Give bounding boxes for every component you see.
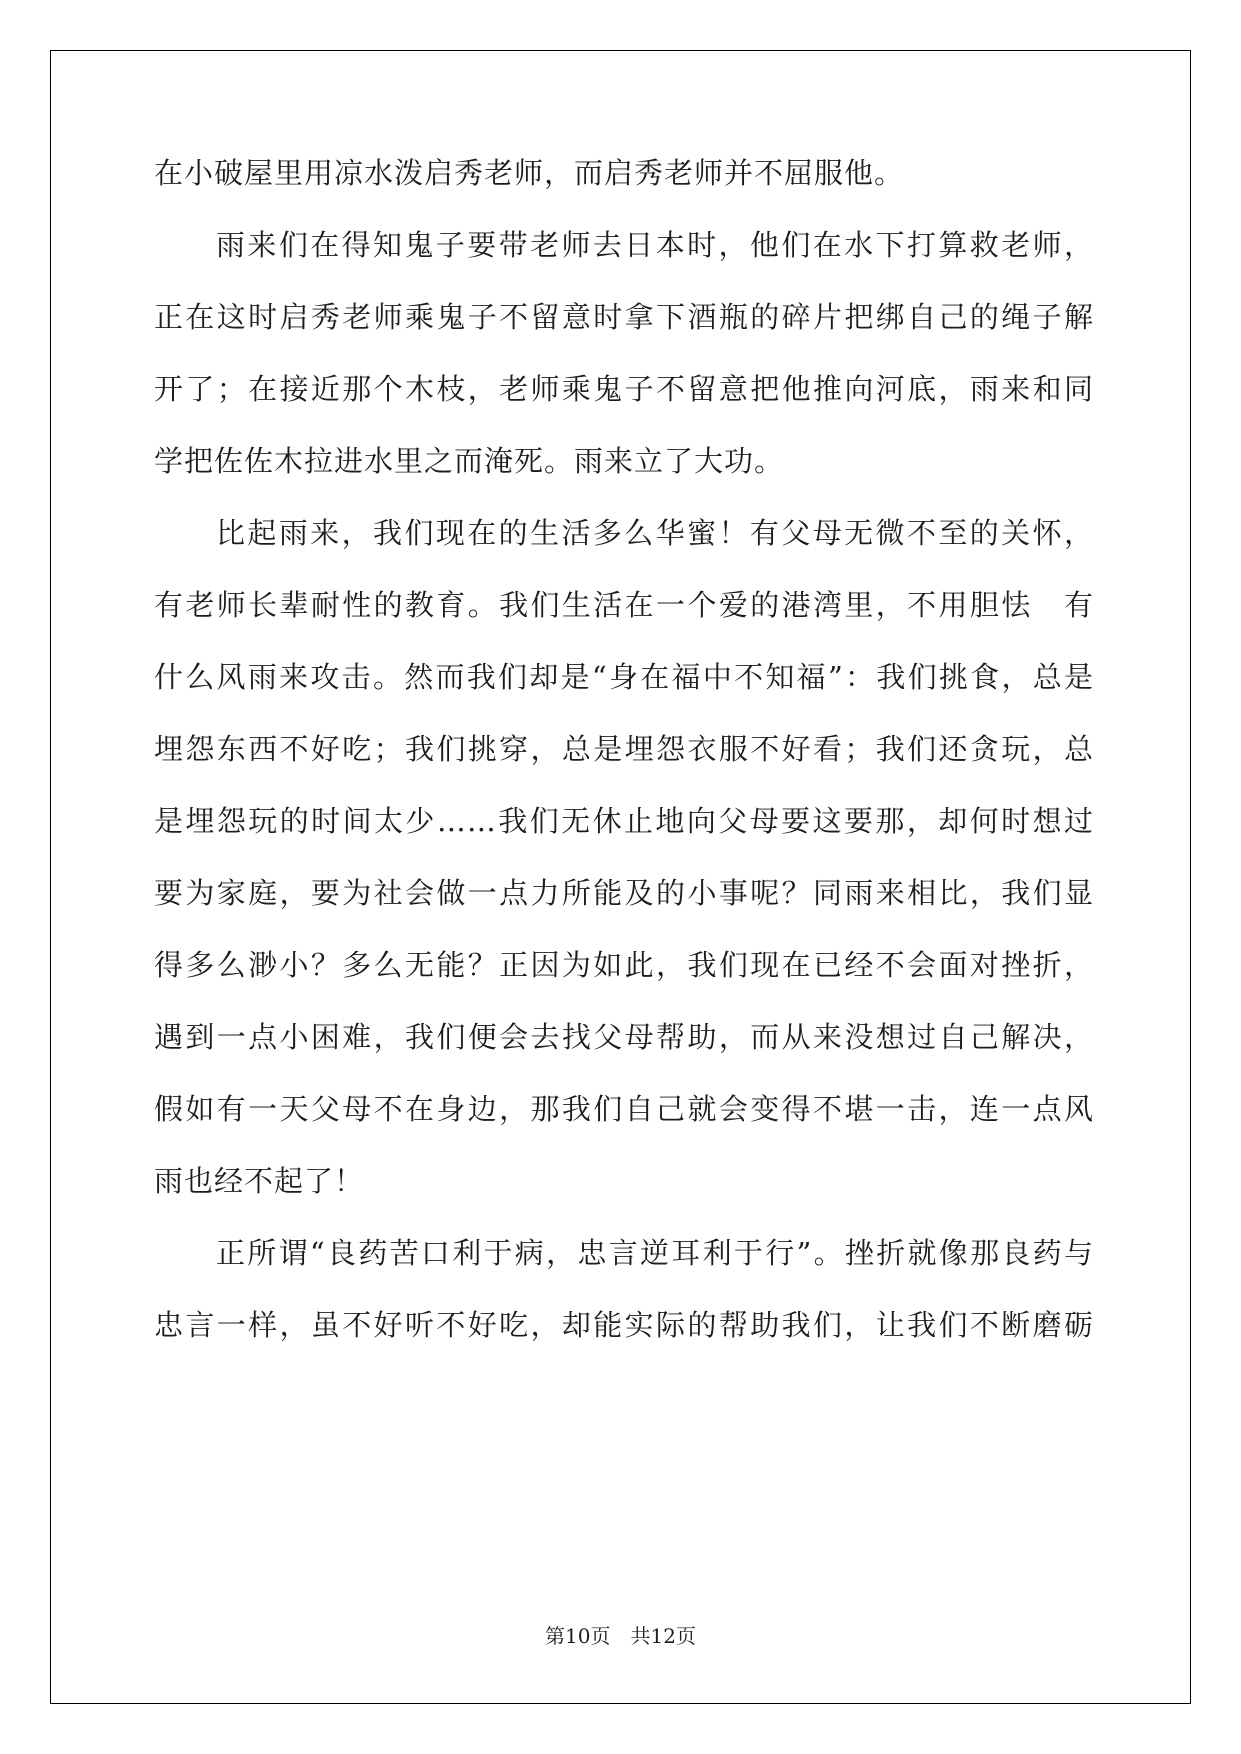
- text-line: 正在这时启秀老师乘鬼子不留意时拿下酒瓶的碎片把绑自己的绳子解: [154, 300, 1094, 334]
- text-line: 要为家庭，要为社会做一点力所能及的小事呢？同雨来相比，我们显: [154, 876, 1094, 910]
- text-line: 埋怨东西不好吃；我们挑穿，总是埋怨衣服不好看；我们还贪玩，总: [154, 732, 1094, 766]
- text-line: 雨来们在得知鬼子要带老师去日本时，他们在水下打算救老师，: [216, 228, 1094, 262]
- text-line: 是埋怨玩的时间太少……我们无休止地向父母要这要那，却何时想过: [154, 804, 1094, 838]
- text-line: 忠言一样，虽不好听不好吃，却能实际的帮助我们，让我们不断磨砺: [154, 1308, 1094, 1342]
- text-line: 开了；在接近那个木枝，老师乘鬼子不留意把他推向河底，雨来和同: [154, 372, 1094, 406]
- page-number-footer: 第10页 共12页: [545, 1624, 696, 1648]
- text-line: 在小破屋里用凉水泼启秀老师，而启秀老师并不屈服他。: [154, 156, 905, 190]
- text-line: 正所谓“良药苦口利于病，忠言逆耳利于行”。挫折就像那良药与: [216, 1236, 1094, 1270]
- text-line: 有老师长辈耐性的教育。我们生活在一个爱的港湾里，不用胆怯 有: [154, 588, 1094, 622]
- text-line: 雨也经不起了！: [154, 1164, 365, 1198]
- text-line: 遇到一点小困难，我们便会去找父母帮助，而从来没想过自己解决，: [154, 1020, 1094, 1054]
- text-line: 得多么渺小？多么无能？正因为如此，我们现在已经不会面对挫折，: [154, 948, 1094, 982]
- text-line: 假如有一天父母不在身边，那我们自己就会变得不堪一击，连一点风: [154, 1092, 1094, 1126]
- text-line: 比起雨来，我们现在的生活多么华蜜！有父母无微不至的关怀，: [216, 516, 1094, 550]
- text-line: 学把佐佐木拉进水里之而淹死。雨来立了大功。: [154, 444, 785, 478]
- text-line: 什么风雨来攻击。然而我们却是“身在福中不知福”：我们挑食，总是: [154, 660, 1094, 694]
